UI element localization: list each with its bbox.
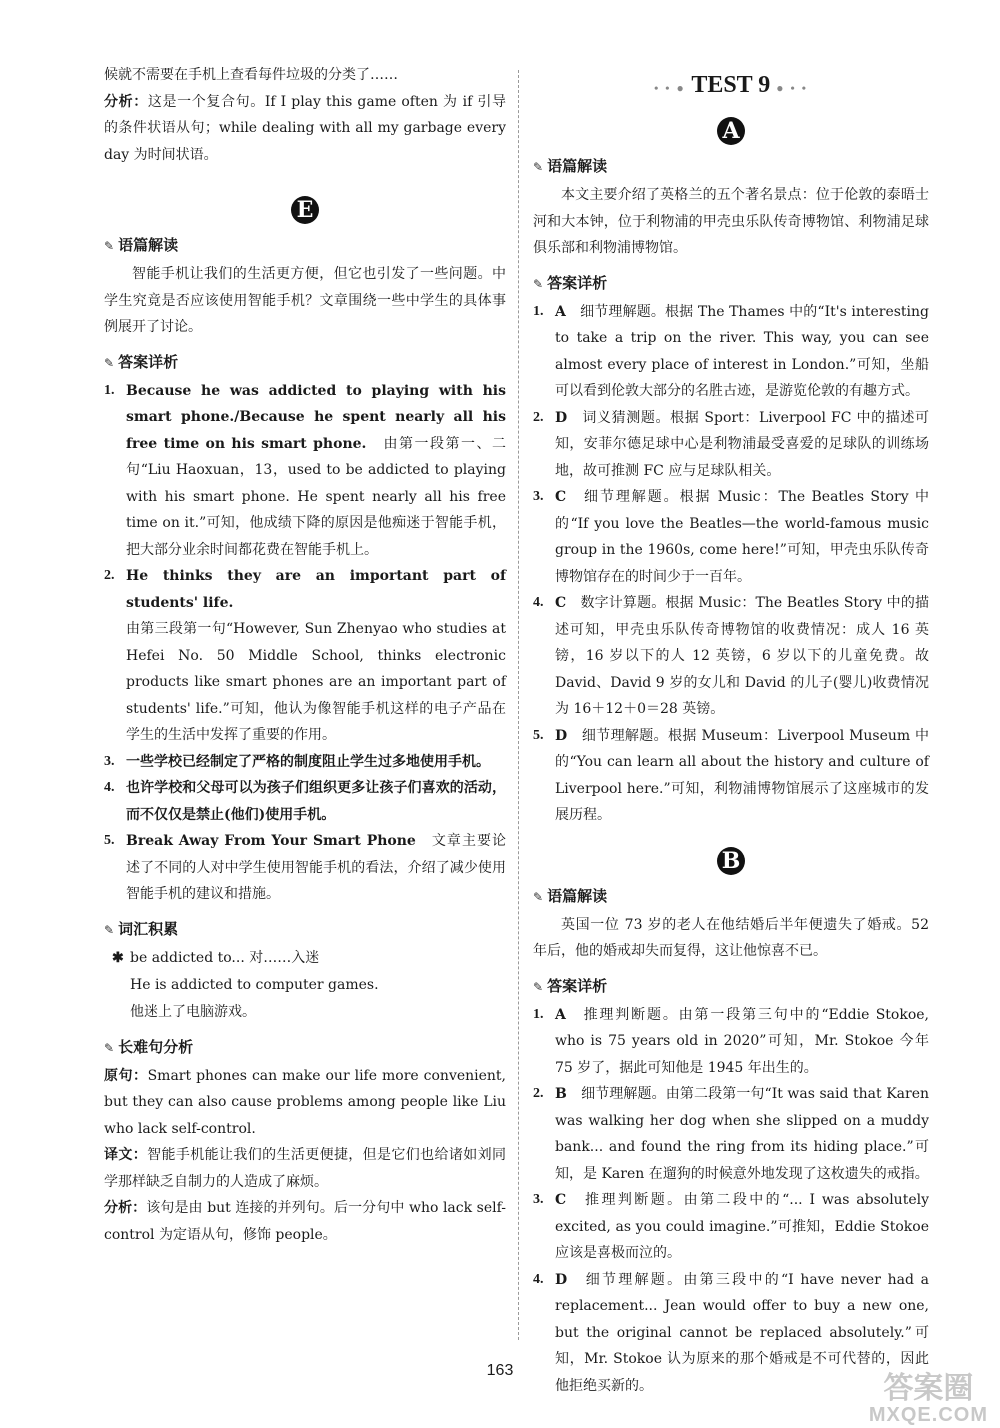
answer-letter: A [555,303,566,320]
answer-letter: D [555,409,568,426]
vocab-heading [104,916,506,943]
answer-item [533,405,929,485]
answer-number: 2. [533,1086,544,1101]
passage-heading-a [533,153,929,180]
decoration-dots-icon: ● • • [776,81,808,95]
answers-heading-b [533,973,929,1000]
pencil-icon: ✎ [104,1040,115,1055]
pencil-icon: ✎ [533,889,544,904]
pencil-icon: ✎ [104,922,115,937]
answers-heading [104,349,506,376]
watermark-bottom: MXQE.COM [868,1404,988,1426]
original-sentence [104,1063,506,1143]
pencil-icon: ✎ [533,160,544,174]
decoration-dots-icon: • • ● [654,81,686,95]
answer-letter: D [555,1271,568,1288]
answer-item [533,1187,929,1267]
answer-item [533,1081,929,1187]
right-column [533,62,929,1399]
answer-number: 1. [104,382,115,398]
section-badge-b: B [717,847,745,875]
column-divider [518,70,519,1340]
answers-heading-label: 答案详析 [547,976,608,995]
vocab-entry [104,945,506,1026]
star-icon: ✱ [112,949,124,966]
answer-item [104,828,506,908]
answer-item [533,299,929,405]
answer-letter: C [555,489,567,505]
answer-number: 1. [533,1006,544,1022]
answer-explanation: 细节理解题。由第三段中的“I have never had a replacement... Jean would offer to buy a new one, but the original cannot be replaced absolutely.”可知，Mr. Stokoe 认为原来的那个婚戒是不可代替的，因此他拒绝买新的。 [555,1271,930,1394]
answer-letter: A [555,1006,566,1023]
intro-analysis-text: 这是一个复合句。If I play this game often 为 if 引导的条件状语从句；while dealing with all my garbage every day 为时间状语。 [104,93,506,163]
answer-text: Break Away From Your Smart Phone [126,833,416,849]
answer-explanation: 细节理解题。由第二段第一句“It was said that Karen was walking her dog when she slipped on a muddy bank... and found the ring from its hiding place.”可知，是 Karen 在遛狗的时候意外地发现了这枚遗失的戒指。 [555,1086,930,1182]
answer-number: 5. [533,727,544,743]
pencil-icon: ✎ [104,355,115,370]
answer-explanation: 推理判断题。由第二段中的“... I was absolutely excited, as you could imagine.”可推知，Eddie Stokoe 应该是喜极而泣的。 [555,1192,930,1261]
passage-summary: 智能手机让我们的生活更方便，但它也引发了一些问题。中学生究竟是否应该使用智能手机？文章围绕一些中学生的具体事例展开了讨论。 [104,266,506,335]
answer-item [533,1002,929,1082]
vocab-example-zh: 他迷上了电脑游戏。 [130,1003,256,1020]
analysis [104,1195,506,1248]
answer-number: 2. [104,568,115,583]
pencil-icon: ✎ [533,979,544,994]
answers-heading-a [533,270,929,297]
answer-number: 3. [104,753,115,769]
vocab-heading-label: 词汇积累 [118,919,179,938]
section-badge-a: A [717,117,745,145]
translation [104,1142,506,1195]
answer-item [533,484,929,590]
analysis-label: 分析： [104,1200,147,1216]
long-sentence-heading-label: 长难句分析 [118,1037,194,1056]
translation-label: 译文： [104,1147,148,1163]
vocab-phrase: be addicted to... 对……入迷 [130,949,320,966]
answer-explanation: 由第一段第一、二句“Liu Haoxuan，13，used to be addicted to playing with his smart phone. He spent nearly all his free time on it.”可知，他成绩下降的原因是他痴迷于智能手机，把大部分业余时间都花费在智能手机上。 [126,435,507,558]
passage-heading-label: 语篇解读 [118,236,179,254]
watermark-top: 答案圈 [883,1372,974,1405]
answer-number: 3. [533,489,544,504]
answers-heading-label: 答案详析 [118,352,179,371]
answer-item [533,723,929,829]
answer-explanation: 推理判断题。由第一段第三句中的“Eddie Stokoe, who is 75 years old in 2020”可知，Mr. Stokoe 今年 75 岁了，据此可知他是 1945 年出生的。 [555,1006,929,1076]
test-title-text: TEST 9 [691,72,771,98]
answer-explanation: 细节理解题。根据 The Thames 中的“It's interesting to take a trip on the river. This way, you can see almost every place of interest in London.”可知，坐船可以看到伦敦大部分的名胜古迹，是游览伦敦的有趣方式。 [555,303,929,399]
long-sentence-heading [104,1034,506,1061]
pencil-icon: ✎ [104,239,115,253]
answer-number: 1. [533,303,544,319]
answer-item [104,775,506,828]
passage-heading-label: 语篇解读 [547,886,608,905]
answer-explanation: 文章主要论述了不同的人对中学生使用智能手机的看法，介绍了减少使用智能手机的建议和措施。 [126,833,507,902]
intro-line: 候就不需要在手机上查看每件垃圾的分类了…… [104,67,398,83]
test-title [533,66,929,107]
page-number: 163 [486,1362,514,1379]
translation-text: 智能手机能让我们的生活更便捷，但是它们也给诸如刘同学那样缺乏自制力的人造成了麻烦。 [104,1147,507,1190]
vocab-example-en: He is addicted to computer games. [130,976,379,993]
answer-text: Because he was addicted to playing with his smart phone./Because he spent nearly all his free time on his smart phone. [126,382,506,452]
answer-explanation: 细节理解题。根据 Museum：Liverpool Museum 中的“You can learn all about the history and culture of Liverpool here.”可知，利物浦博物馆展示了这座城市的发展历程。 [555,727,929,823]
answer-explanation: 由第三段第一句“However, Sun Zhenyao who studies at Hefei No. 50 Middle School, thinks electronic products like smart phones are an important part of students' life.”可知，他认为像智能手机这样的电子产品在学生的生活中发挥了重要的作用。 [126,621,506,743]
left-column [104,62,506,1248]
answer-item [104,749,506,776]
passage-summary-b: 英国一位 73 岁的老人在他结婚后半年便遗失了婚戒。52 年后，他的婚戒却失而复得，这让他惊喜不已。 [533,916,929,959]
answer-letter: B [555,1086,567,1102]
answers-heading-label: 答案详析 [547,273,608,292]
answer-number: 3. [533,1192,544,1207]
watermark-logo [868,1372,988,1428]
answer-letter: C [555,595,567,611]
passage-heading-b [533,883,929,910]
answer-explanation: 数字计算题。根据 Music：The Beatles Story 中的描述可知，甲壳虫乐队传奇博物馆的收费情况：成人 16 英镑，16 岁以下的人 12 英镑，6 岁以下的儿童免费。故 David、David 9 岁的女儿和 David 的儿子(婴儿)收费情况为 16＋12＋0＝28 英镑。 [555,595,929,717]
answer-letter: D [555,727,568,744]
answer-item [533,590,929,723]
answer-item [104,378,506,564]
answer-number: 2. [533,409,544,425]
original-label: 原句： [104,1067,148,1084]
intro-analysis [104,89,506,169]
answer-explanation: 词义猜测题。根据 Sport：Liverpool FC 中的描述可知，安菲尔德足球中心是利物浦最受喜爱的足球队的训练场地，故可推测 FC 应与足球队相关。 [555,409,929,479]
answer-text: 也许学校和父母可以为孩子们组织更多让孩子们喜欢的活动，而不仅仅是禁止(他们)使用手机。 [126,780,506,823]
answer-letter: C [555,1192,567,1208]
passage-heading [104,232,506,259]
pencil-icon: ✎ [533,276,544,291]
answer-number: 5. [104,833,115,848]
answer-number: 4. [533,595,544,610]
original-text: Smart phones can make our life more convenient, but they can also cause problems among people like Liu who lack self-control. [104,1067,507,1137]
section-badge-e: E [291,196,319,224]
answer-number: 4. [533,1271,544,1287]
answer-item [104,563,506,749]
passage-summary-a: 本文主要介绍了英格兰的五个著名景点：位于伦敦的泰晤士河和大本钟，位于利物浦的甲壳虫乐队传奇博物馆、利物浦足球俱乐部和利物浦博物馆。 [533,187,929,256]
answer-text: 一些学校已经制定了严格的制度阻止学生过多地使用手机。 [126,753,490,770]
answer-text: He thinks they are an important part of students' life. [126,568,506,611]
analysis-text: 该句是由 but 连接的并列句。后一分句中 who lack self-control 为定语从句，修饰 people。 [104,1200,507,1243]
answer-explanation: 细节理解题。根据 Music：The Beatles Story 中的“If you love the Beatles—the world-famous music group in the 1960s, come here!”可知，甲壳虫乐队传奇博物馆存在的时间少于一百年。 [555,489,929,585]
answer-number: 4. [104,780,115,795]
intro-analysis-label: 分析： [104,93,148,110]
passage-heading-label: 语篇解读 [547,157,608,175]
